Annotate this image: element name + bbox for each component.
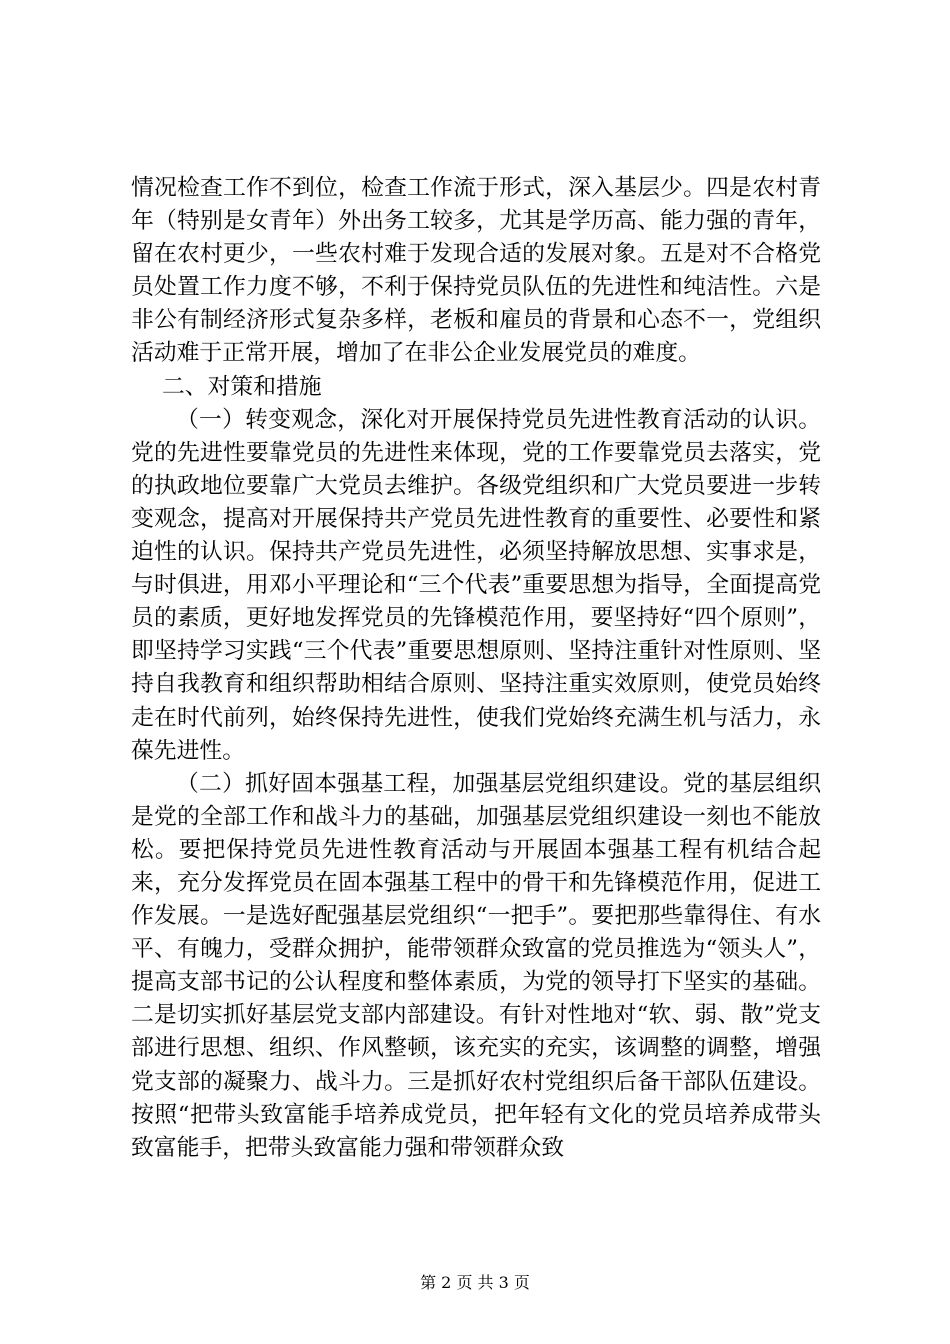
paragraph-continuation: 情况检查工作不到位，检查工作流于形式，深入基层少。四是农村青年（特别是女青年）外出务工较多，尤其是学历高、能力强的青年，留在农村更少，一些农村难于发现合适的发展对象。五是对不合格党员处置工作力度不够，不利于保持党员队伍的先进性和纯洁性。六是非公有制经济形式复杂多样，老板和雇员的背景和心态不一，党组织活动难于正常开展，增加了在非公企业发展党员的难度。: [131, 175, 821, 367]
section-heading-countermeasures: 二、对策和措施: [162, 373, 322, 400]
paragraph-strengthen-grassroots: （二）抓好固本强基工程，加强基层党组织建设。党的基层组织是党的全部工作和战斗力的基础，加强基层党组织建设一刻也不能放松。要把保持党员先进性教育活动与开展固本强基工程有机结合起来，充分发挥党员在固本强基工程中的骨干和先锋模范作用，促进工作发展。一是选好配强基层党组织“一把手”。要把那些靠得住、有水平、有魄力，受群众拥护，能带领群众致富的党员推选为“领头人”，提高支部书记的公认程度和整体素质，为党的领导打下坚实的基础。二是切实抓好基层党支部内部建设。有针对性地对“软、弱、散”党支部进行思想、组织、作风整顿，该充实的充实，该调整的调整，增强党支部的凝聚力、战斗力。三是抓好农村党组织后备干部队伍建设。按照“把带头致富能手培养成党员，把年轻有文化的党员培养成带头致富能手，把带头致富能力强和带领群众致: [131, 770, 821, 1161]
page-footer-number: 第 2 页 共 3 页: [420, 1273, 530, 1292]
document-body: [131, 172, 821, 1165]
paragraph-change-concepts: （一）转变观念，深化对开展保持党员先进性教育活动的认识。党的先进性要靠党员的先进性来体现，党的工作要靠党员去落实，党的执政地位要靠广大党员去维护。各级党组织和广大党员要进一步转变观念，提高对开展保持共产党员先进性教育的重要性、必要性和紧迫性的认识。保持共产党员先进性，必须坚持解放思想、实事求是，与时俱进，用邓小平理论和“三个代表”重要思想为指导，全面提高党员的素质，更好地发挥党员的先锋模范作用，要坚持好“四个原则”，即坚持学习实践“三个代表”重要思想原则、坚持注重针对性原则、坚持自我教育和组织帮助相结合原则、坚持注重实效原则，使党员始终走在时代前列，始终保持先进性，使我们党始终充满生机与活力，永葆先进性。: [131, 406, 821, 764]
